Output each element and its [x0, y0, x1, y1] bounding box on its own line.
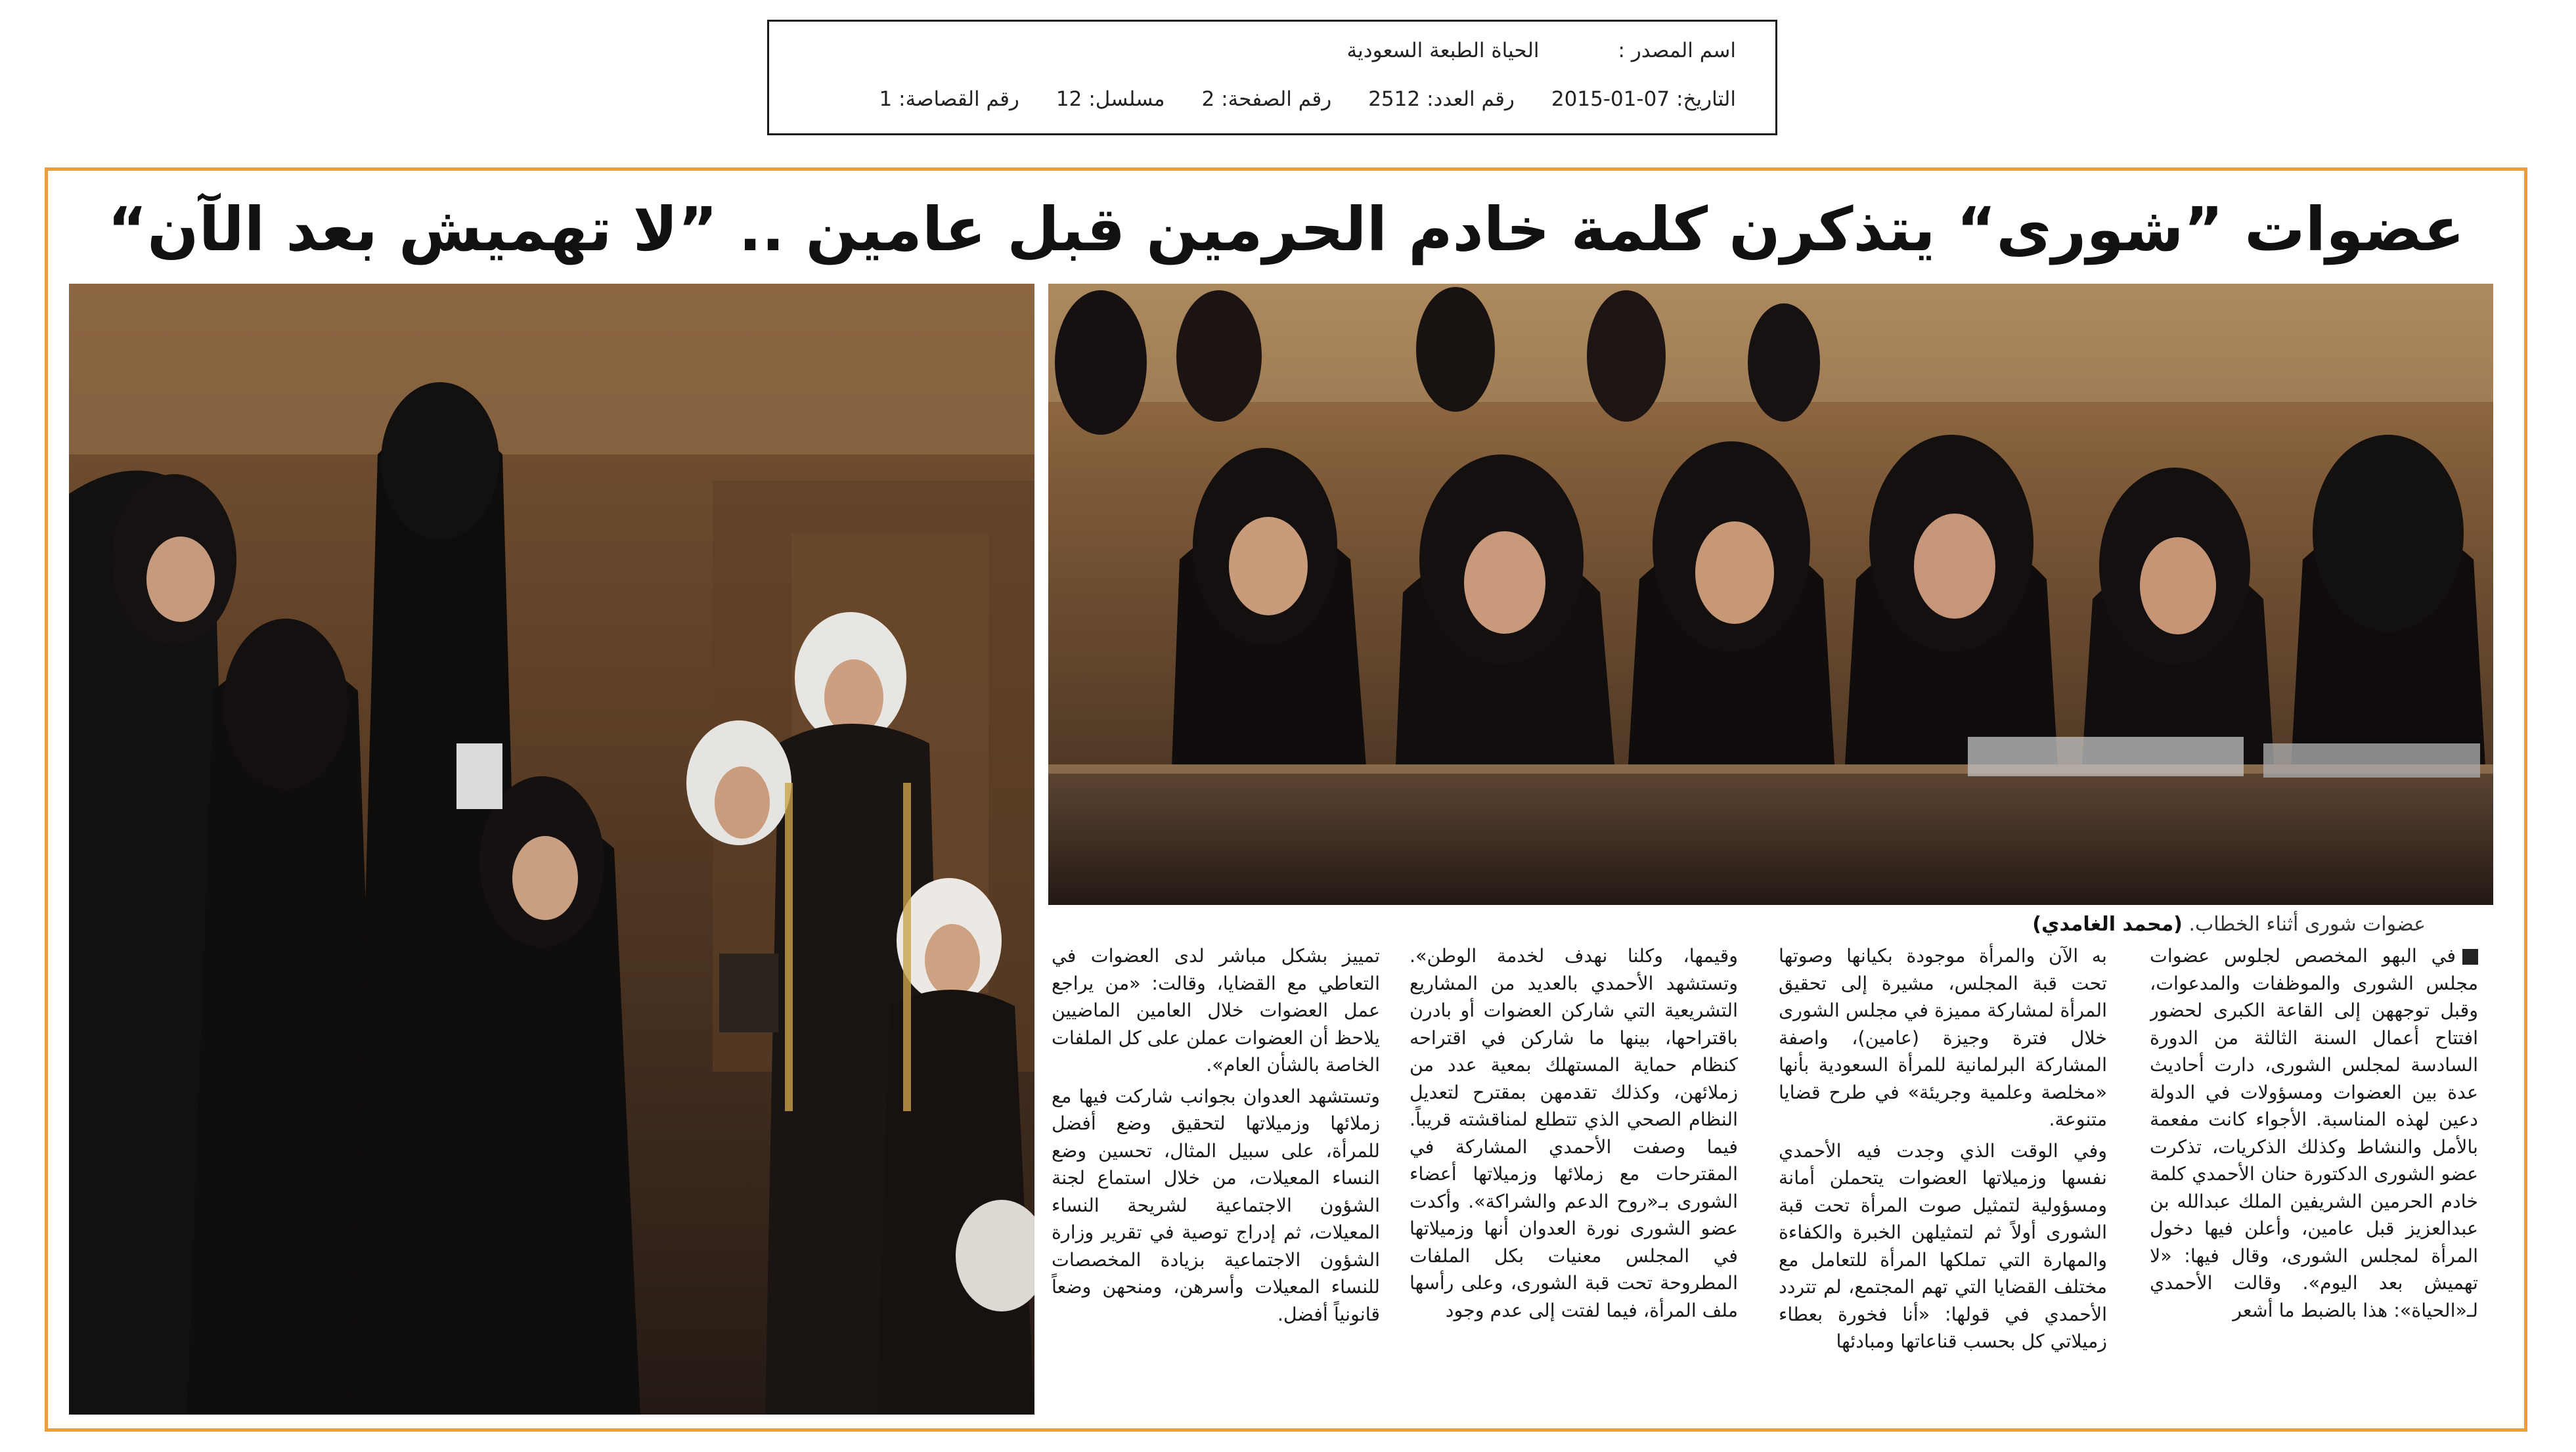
- paragraph: تمييز بشكل مباشر لدى العضوات في التعاطي مع القضايا، وقالت: «من يراجع عمل العضوات خلال العامين الماضيين يلاحظ أن العضوات عملن على كل الملفات الخاصة بالشأن العام».: [1052, 945, 1380, 1076]
- square-bullet-icon: [2462, 949, 2478, 965]
- source-value: الحياة الطبعة السعودية: [1346, 39, 1540, 62]
- article-headline: عضوات ”شورى“ يتذكرن كلمة خادم الحرمين قبل عامين .. ”لا تهميش بعد الآن“: [107, 194, 2465, 265]
- paragraph: به الآن والمرأة موجودة بكيانها وصوتها تحت قبة المجلس، مشيرة إلى تحقيق المرأة لمشاركة مميزة في مجلس الشورى خلال فترة وجيزة (عامين)، واصفة المشاركة البرلمانية للمرأة السعودية بأنها «مخلصة وعلمية وجريئة» في طرح قضايا متنوعة.: [1779, 945, 2107, 1130]
- serial-value: 12: [1055, 87, 1082, 111]
- issue-label: رقم العدد:: [1427, 87, 1515, 111]
- paragraph-text: في البهو المخصص لجلوس عضوات مجلس الشورى والموظفات والمدعوات، وقبل توجههن إلى القاعة الكبرى لحضور افتتاح أعمال السنة الثالثة من الدورة السادسة لمجلس الشورى، دارت أحاديث عدة بين العضوات ومسؤولات في الدولة دعين لهذه المناسبة. الأجواء كانت مفعمة بالأمل والنشاط وكذلك الذكريات، تذكرت عضو الشورى الدكتورة حنان الأحمدي كلمة خادم الحرمين الشريفين الملك عبدالله بن عبدالعزيز قبل عامين، وأعلن فيها دخول المرأة لمجلس الشورى، وقال فيها: «لا تهميش بعد اليوم». وقالت الأحمدي لـ«الحياة»: هذا بالضبط ما أشعر: [2150, 945, 2478, 1321]
- photo-members-walking: [69, 284, 1034, 1415]
- photo-seated-members-illustration: [1048, 284, 2493, 905]
- source-row: [795, 39, 1736, 62]
- clip-value: 1: [879, 87, 893, 111]
- date-label: التاريخ:: [1676, 87, 1736, 111]
- paragraph: وتستشهد العدوان بجوانب شاركت فيها مع زملائها وزميلاتها لتحقيق وضع أفضل للمرأة، على سبيل المثال، تحسين وضع النساء المعيلات، من خلال استماع لجنة الشؤون الاجتماعية لشريحة النساء المعيلات، ثم إدراج توصية في تقرير وزارة الشؤون الاجتماعية بزيادة المخصصات للنساء المعيلات وأسرهن، ومنحهن وضعاً قانونياً أفضل.: [1052, 1085, 1380, 1325]
- details-row: [795, 87, 1736, 111]
- source-metadata-box: [767, 20, 1777, 135]
- paragraph: وقيمها، وكلنا نهدف لخدمة الوطن». وتستشهد الأحمدي بالعديد من المشاريع التشريعية التي شاركن العضوات أو بادرن باقتراحها، بينها ما شاركن في اقتراحه كنظام حماية المستهلك بمعية عدد من زملائهن، وكذلك تقدمهن بمقترح لتعديل النظام الصحي الذي تتطلع لمناقشته قريباً. فيما وصفت الأحمدي المشاركة في المقترحات مع زملائها وزميلاتها أعضاء الشورى بـ«روح الدعم والشراكة». وأكدت عضو الشورى نورة العدوان أنها وزميلاتها في المجلس معنيات بكل الملفات المطروحة تحت قبة الشورى، وعلى رأسها ملف المرأة، فيما لفتت إلى عدم وجود: [1410, 945, 1738, 1321]
- photo-seated-members: [1048, 284, 2493, 905]
- paragraph: [2150, 942, 2478, 1324]
- caption-credit: (محمد الغامدي): [2032, 913, 2183, 936]
- caption-text: عضوات شورى أثناء الخطاب.: [2188, 913, 2426, 936]
- issue-value: 2512: [1368, 87, 1421, 111]
- source-label: اسم المصدر :: [1618, 39, 1736, 62]
- date-value: 2015-01-07: [1551, 87, 1670, 111]
- photo-caption: [1080, 913, 2426, 936]
- clip-label: رقم القصاصة:: [899, 87, 1019, 111]
- text-column-4: [1052, 942, 1380, 1396]
- text-column-3: [1410, 942, 1738, 1396]
- article-frame: [45, 167, 2527, 1432]
- serial-label: مسلسل:: [1088, 87, 1165, 111]
- text-column-2: [1779, 942, 2107, 1396]
- page-value: 2: [1201, 87, 1215, 111]
- text-column-1: [2150, 942, 2478, 1396]
- photo-members-walking-illustration: [69, 284, 1034, 1415]
- page-label: رقم الصفحة:: [1221, 87, 1332, 111]
- paragraph: وفي الوقت الذي وجدت فيه الأحمدي نفسها وزميلاتها العضوات يتحملن أمانة ومسؤولية لتمثيل صوت المرأة تحت قبة الشورى أولاً ثم لتمثيلهن الخبرة والكفاءة والمهارة التي تملكها المرأة للتعامل مع مختلف القضايا التي تهم المجتمع، لم تتردد الأحمدي في قولها: «أنا فخورة بعطاء زميلاتي كل بحسب قناعاتها ومبادئها: [1779, 1139, 2107, 1352]
